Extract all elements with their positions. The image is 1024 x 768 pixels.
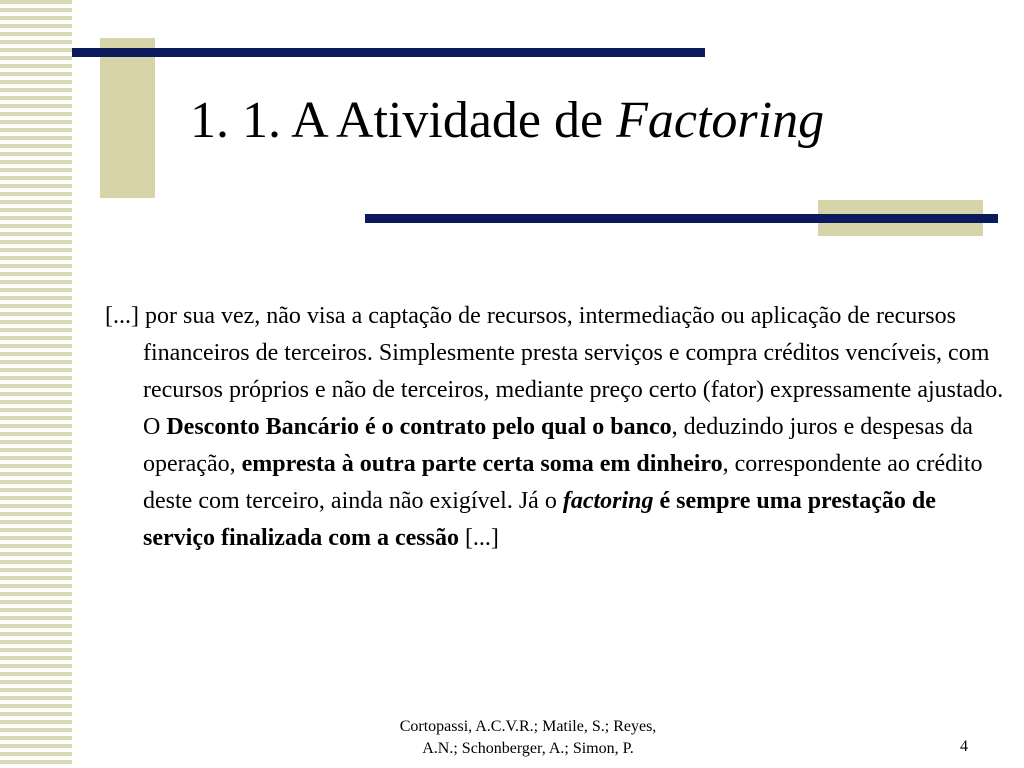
title-underline — [365, 214, 998, 223]
paragraph-text-4: [...] — [458, 525, 499, 551]
footer-line-1: Cortopassi, A.C.V.R.; Matile, S.; Reyes, — [399, 718, 657, 735]
paragraph-text-1: [...] por sua vez, não visa a captação de recursos, intermediação ou aplicação de recursos financeiros de terceiros. Simplesmente presta serviços e compra créditos vencíveis, com recursos próprios e não de terceiros, mediante preço certo (fator) expressamente ajustado. O — [105, 303, 1004, 440]
paragraph-text-2: , deduzindo juros e despesas da operação, — [143, 414, 973, 477]
top-accent-line — [72, 48, 705, 57]
footer-line-2: A.N.; Schonberger, A.; Simon, P. — [422, 740, 634, 757]
paragraph-bold-italic-factoring: factoring — [562, 488, 654, 514]
paragraph-text-3: , correspondente ao crédito deste com terceiro, ainda não exigível. Já o — [143, 451, 983, 514]
paragraph-bold-1: Desconto Bancário é o contrato pelo qual o banco — [166, 414, 672, 440]
paragraph-bold-2: empresta à outra parte certa soma em dinheiro — [241, 451, 723, 477]
slide-title — [190, 92, 824, 149]
body-paragraph — [105, 298, 1011, 557]
title-prefix: 1. 1. A Atividade de — [190, 92, 617, 149]
left-stripe-decoration — [0, 0, 72, 768]
top-left-accent-block — [100, 38, 155, 198]
page-number: 4 — [960, 738, 968, 755]
paragraph-bold-3: é sempre uma prestação de serviço finalizada com a cessão — [143, 488, 936, 551]
title-emphasis: Factoring — [616, 92, 825, 149]
footer-citation — [318, 716, 738, 760]
